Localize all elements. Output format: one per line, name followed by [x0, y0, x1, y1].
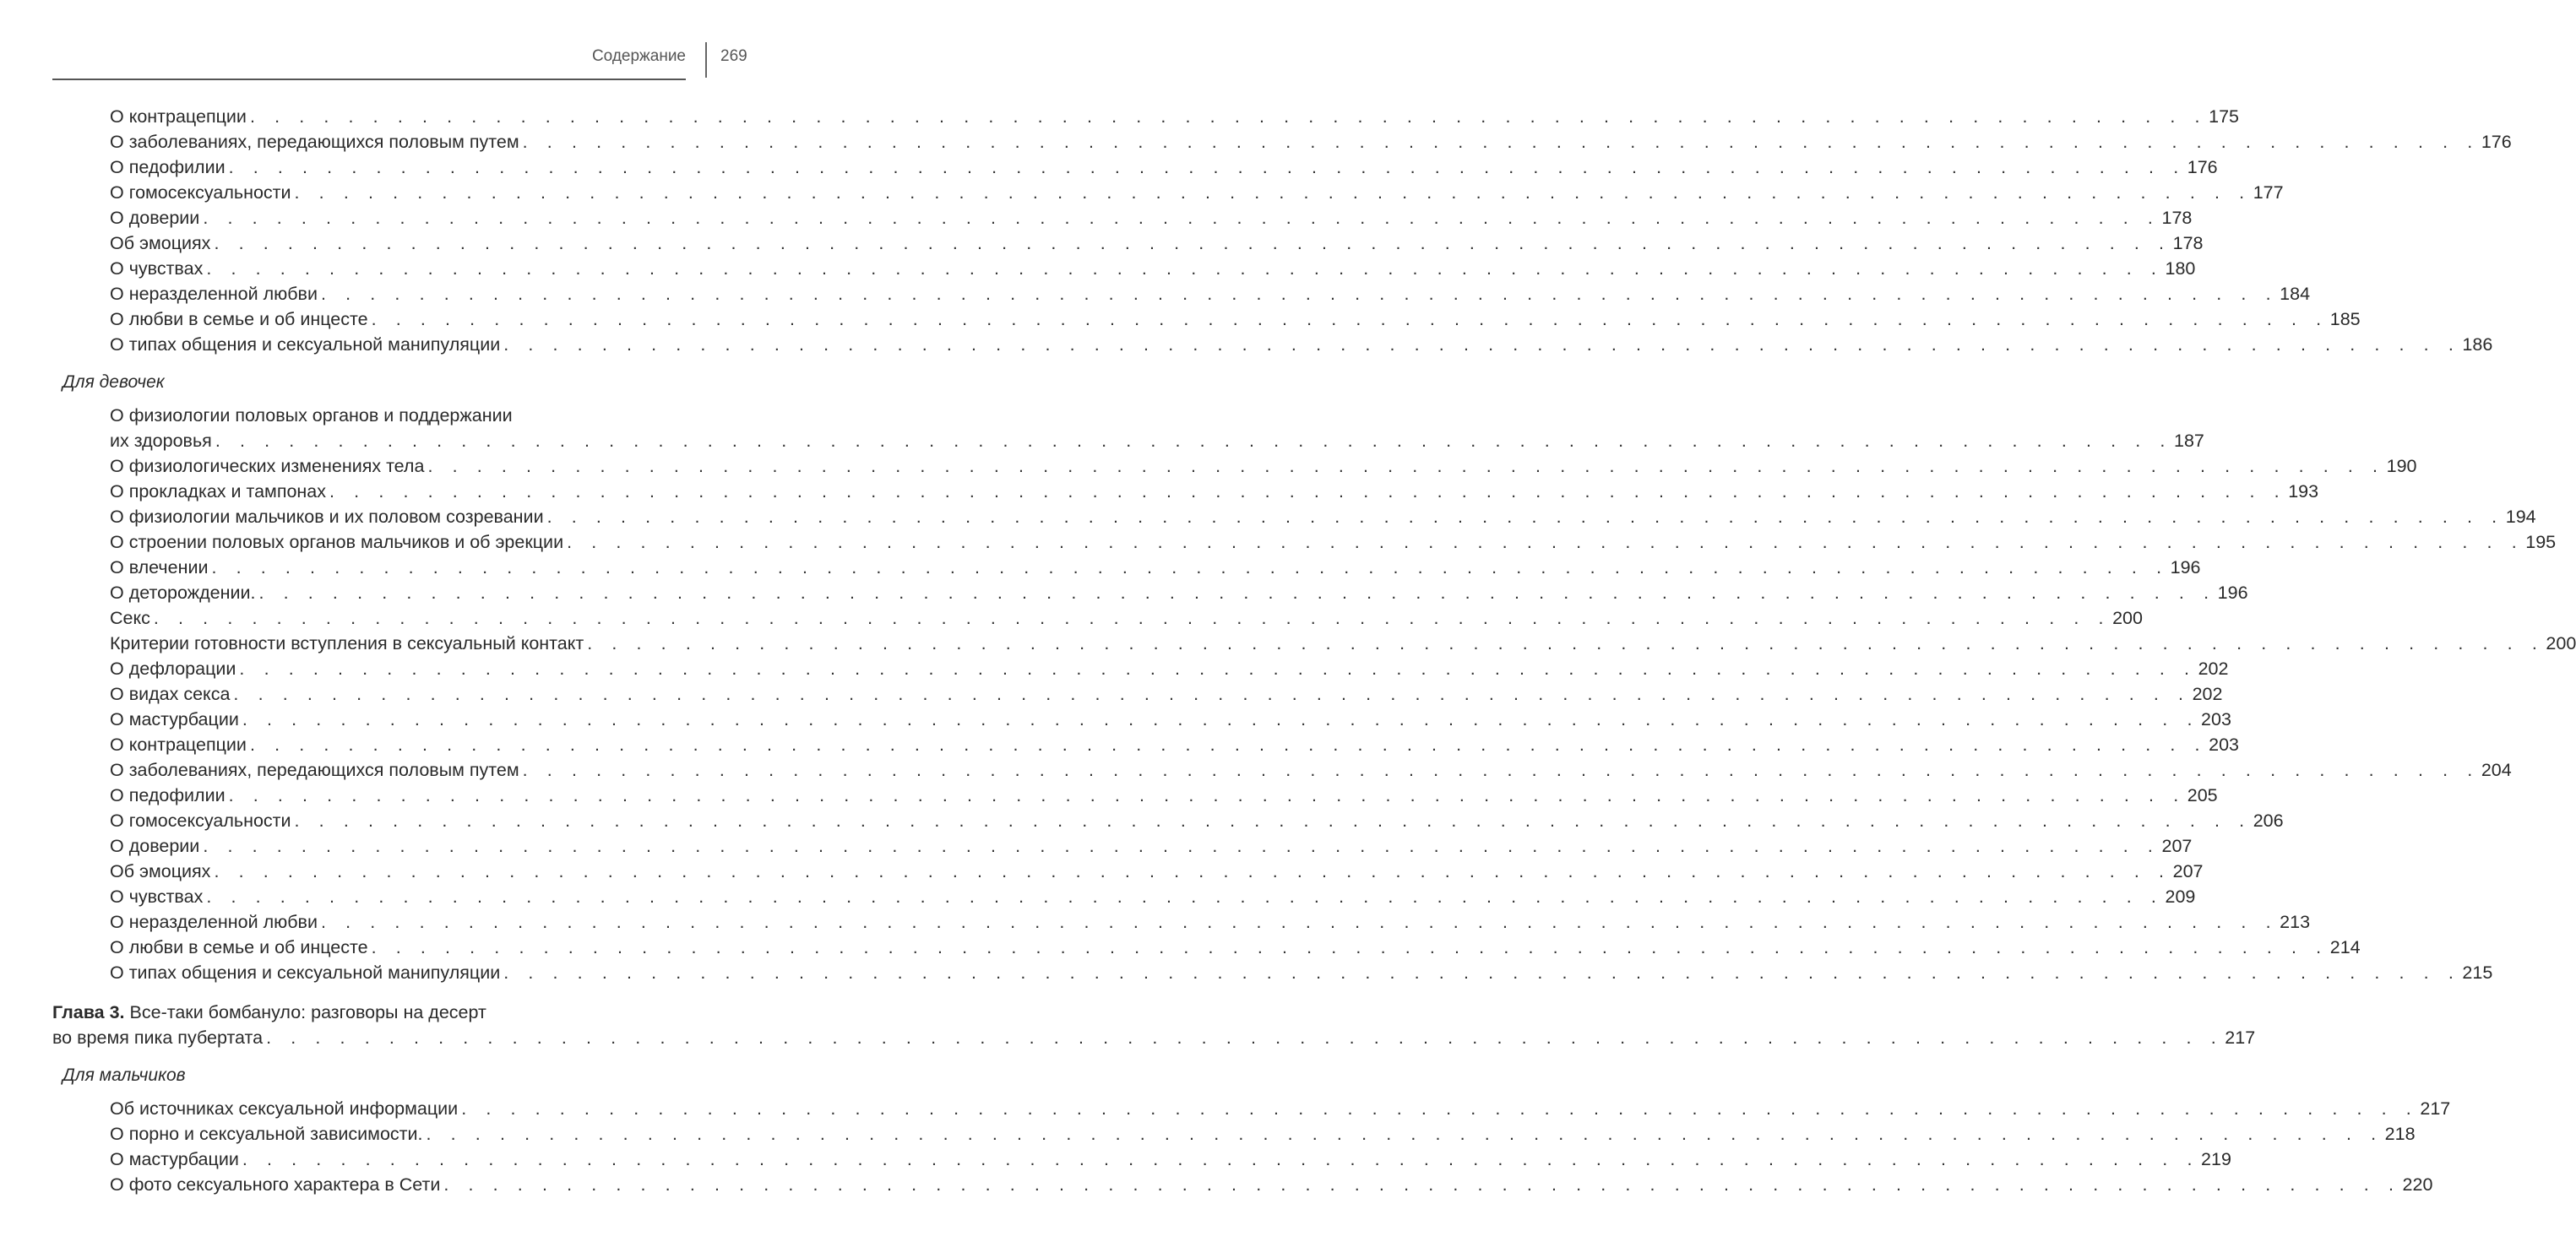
toc-entry[interactable]: [52, 732, 2239, 757]
entry-page: 176: [2187, 157, 2218, 177]
entry-page: 202: [2198, 659, 2229, 679]
entry-title: О порно и сексуальной зависимости.: [110, 1124, 423, 1144]
toc-entry[interactable]: [52, 1121, 2416, 1147]
leader-dots: . . . . . . . . . . . . . . . . . . . . . . . . . . . . . . . . . . . . . . . . . . . . . . . . . . . . . . . . . . . . . . . . . . . . . . . . . . . . . . . .: [214, 233, 2171, 253]
leader-dots: . . . . . . . . . . . . . . . . . . . . . . . . . . . . . . . . . . . . . . . . . . . . . . . . . . . . . . . . . . . . . . . . . . . . . . . . . . . . . . . .: [294, 182, 2252, 203]
entry-page: 206: [2253, 811, 2284, 831]
toc-entry[interactable]: [52, 580, 2248, 605]
leader-dots: . . . . . . . . . . . . . . . . . . . . . . . . . . . . . . . . . . . . . . . . . . . . . . . . . . . . . . . . . . . . . . . . . . . . . . . . . . . . . . . .: [522, 760, 2480, 780]
toc-entry[interactable]: [52, 104, 2239, 129]
leader-dots: . . . . . . . . . . . . . . . . . . . . . . . . . . . . . . . . . . . . . . . . . . . . . . . . . . . . . . . . . . . . . . . . . . . . . . . . . . . . . . . .: [249, 106, 2208, 127]
leader-dots: . . . . . . . . . . . . . . . . . . . . . . . . . . . . . . . . . . . . . . . . . . . . . . . . . . . . . . . . . . . . . . . . . . . . . . . . . . . . . . . .: [371, 309, 2329, 329]
entry-page: 190: [2386, 456, 2417, 476]
page-number: 269: [720, 47, 747, 65]
leader-dots: . . . . . . . . . . . . . . . . . . . . . . . . . . . . . . . . . . . . . . . . . . . . . . . . . . . . . . . . . . . . . . . . . . . . . . . . . . . . . . . .: [203, 208, 2160, 228]
toc-entry[interactable]: [52, 428, 2204, 453]
entry-page: 178: [2172, 233, 2204, 253]
leader-dots: . . . . . . . . . . . . . . . . . . . . . . . . . . . . . . . . . . . . . . . . . . . . . . . . . . . . . . . . . . . . . . . . . . . . . . . . . . . . . . . .: [320, 912, 2279, 932]
section-heading: Для девочек: [62, 372, 165, 392]
leader-dots: . . . . . . . . . . . . . . . . . . . . . . . . . . . . . . . . . . . . . . . . . . . . . . . . . . . . . . . . . . . . . . . . . . . . . . . . . . . . . . . .: [233, 684, 2191, 704]
toc-entry[interactable]: [52, 256, 2196, 281]
running-header-title: Содержание: [591, 47, 686, 65]
entry-page: 202: [2192, 684, 2223, 704]
entry-title: их здоровья: [110, 431, 212, 451]
toc-entry[interactable]: [52, 859, 2204, 884]
leader-dots: . . . . . . . . . . . . . . . . . . . . . . . . . . . . . . . . . . . . . . . . . . . . . . . . . . . . . . . . . . . . . . . . . . . . . . . . . . . . . . . .: [443, 1174, 2401, 1195]
toc-entry[interactable]: [52, 281, 2311, 306]
leader-dots: . . . . . . . . . . . . . . . . . . . . . . . . . . . . . . . . . . . . . . . . . . . . . . . . . . . . . . . . . . . . . . . . . . . . . . . . . . . . . . . .: [546, 507, 2504, 527]
toc-entry[interactable]: [52, 555, 2201, 580]
leader-dots: . . . . . . . . . . . . . . . . . . . . . . . . . . . . . . . . . . . . . . . . . . . . . . . . . . . . . . . . . . . . . . . . . . . . . . . . . . . . . . . .: [214, 861, 2171, 881]
header-divider: [705, 42, 707, 78]
entry-title: во время пика пубертата: [52, 1028, 264, 1048]
entry-page: 220: [2402, 1174, 2433, 1195]
entry-page: 180: [2165, 258, 2196, 279]
leader-dots: . . . . . . . . . . . . . . . . . . . . . . . . . . . . . . . . . . . . . . . . . . . . . . . . . . . . . . . . . . . . . . . . . . . . . . . . . . . . . . . .: [239, 659, 2197, 679]
entry-title: О фото сексуального характера в Сети: [110, 1174, 441, 1195]
entry-title: О доверии: [110, 208, 200, 228]
leader-dots: . . . . . . . . . . . . . . . . . . . . . . . . . . . . . . . . . . . . . . . . . . . . . . . . . . . . . . . . . . . . . . . . . . . . . . . . . . . . . . . .: [426, 1124, 2383, 1144]
toc-entry[interactable]: [52, 960, 2493, 985]
leader-dots: . . . . . . . . . . . . . . . . . . . . . . . . . . . . . . . . . . . . . . . . . . . . . . . . . . . . . . . . . . . . . . . . . . . . . . . . . . . . . . . .: [371, 937, 2329, 957]
entry-title: О строении половых органов мальчиков и об эрекции: [110, 532, 564, 552]
entry-title: О чувствах: [110, 887, 204, 907]
toc-entry[interactable]: [52, 205, 2193, 230]
entry-page: 217: [2420, 1098, 2451, 1119]
entry-title: О физиологии мальчиков и их половом созревании: [110, 507, 544, 527]
entry-page: 185: [2329, 309, 2361, 329]
entry-title: О дефлорации: [110, 659, 236, 679]
entry-page: 213: [2280, 912, 2311, 932]
entry-page: 203: [2201, 709, 2231, 729]
toc-entry[interactable]: [52, 529, 2557, 555]
entry-title: О физиологических изменениях тела: [110, 456, 425, 476]
chapter-heading[interactable]: [52, 1000, 752, 1025]
entry-page: 215: [2462, 962, 2493, 983]
entry-title: Об эмоциях: [110, 861, 211, 881]
chapter-label: Глава 3.: [52, 1002, 125, 1022]
leader-dots: . . . . . . . . . . . . . . . . . . . . . . . . . . . . . . . . . . . . . . . . . . . . . . . . . . . . . . . . . . . . . . . . . . . . . . . . . . . . . . . .: [266, 1028, 2224, 1048]
leader-dots: . . . . . . . . . . . . . . . . . . . . . . . . . . . . . . . . . . . . . . . . . . . . . . . . . . . . . . . . . . . . . . . . . . . . . . . . . . . . . . . .: [215, 431, 2172, 451]
entry-title: Об источниках сексуальной информации: [110, 1098, 459, 1119]
entry-title: О любви в семье и об инцесте: [110, 309, 368, 329]
leader-dots: . . . . . . . . . . . . . . . . . . . . . . . . . . . . . . . . . . . . . . . . . . . . . . . . . . . . . . . . . . . . . . . . . . . . . . . . . . . . . . . .: [503, 334, 2461, 355]
header-rule: [52, 79, 686, 80]
toc-entry[interactable]: [52, 1025, 2256, 1050]
toc-entry[interactable]: [52, 884, 2196, 909]
entry-page: 186: [2462, 334, 2493, 355]
leader-dots: . . . . . . . . . . . . . . . . . . . . . . . . . . . . . . . . . . . . . . . . . . . . . . . . . . . . . . . . . . . . . . . . . . . . . . . . . . . . . . . .: [211, 557, 2169, 577]
toc-entry[interactable]: [52, 180, 2284, 205]
entry-title: О педофилии: [110, 785, 226, 805]
entry-title: О прокладках и тампонах: [110, 481, 327, 502]
toc-entry[interactable]: [52, 909, 2311, 935]
section-heading: Для мальчиков: [62, 1066, 186, 1085]
leader-dots: . . . . . . . . . . . . . . . . . . . . . . . . . . . . . . . . . . . . . . . . . . . . . . . . . . . . . . . . . . . . . . . . . . . . . . . . . . . . . . . .: [242, 709, 2200, 729]
toc-entry[interactable]: [52, 306, 2361, 332]
toc-entry[interactable]: [52, 230, 2204, 256]
leader-dots: . . . . . . . . . . . . . . . . . . . . . . . . . . . . . . . . . . . . . . . . . . . . . . . . . . . . . . . . . . . . . . . . . . . . . . . . . . . . . . . .: [461, 1098, 2419, 1119]
toc-entry[interactable]: [52, 479, 2319, 504]
toc-entry[interactable]: [52, 631, 2576, 656]
entry-title: О мастурбации: [110, 1149, 239, 1169]
entry-title: О любви в семье и об инцесте: [110, 937, 368, 957]
leader-dots: . . . . . . . . . . . . . . . . . . . . . . . . . . . . . . . . . . . . . . . . . . . . . . . . . . . . . . . . . . . . . . . . . . . . . . . . . . . . . . . .: [522, 132, 2480, 152]
toc-entry[interactable]: [52, 1172, 2433, 1197]
entry-title: О деторождении.: [110, 583, 256, 603]
toc-entry[interactable]: [52, 808, 2284, 833]
leader-dots: . . . . . . . . . . . . . . . . . . . . . . . . . . . . . . . . . . . . . . . . . . . . . . . . . . . . . . . . . . . . . . . . . . . . . . . . . . . . . . . .: [320, 284, 2279, 304]
entry-page: 175: [2209, 106, 2239, 127]
toc-entry[interactable]: [52, 833, 2193, 859]
toc-entry[interactable]: [52, 783, 2218, 808]
entry-title: О контрацепции: [110, 106, 247, 127]
entry-title: О педофилии: [110, 157, 226, 177]
entry-page: 203: [2209, 735, 2239, 755]
chapter-title-line1: Все-таки бомбануло: разговоры на десерт: [129, 1002, 486, 1022]
toc-entry[interactable]: [52, 757, 2512, 783]
leader-dots: . . . . . . . . . . . . . . . . . . . . . . . . . . . . . . . . . . . . . . . . . . . . . . . . . . . . . . . . . . . . . . . . . . . . . . . . . . . . . . . .: [258, 583, 2216, 603]
leader-dots: . . . . . . . . . . . . . . . . . . . . . . . . . . . . . . . . . . . . . . . . . . . . . . . . . . . . . . . . . . . . . . . . . . . . . . . . . . . . . . . .: [329, 481, 2287, 502]
toc-entry[interactable]: [52, 453, 2417, 479]
entry-title: О чувствах: [110, 258, 204, 279]
entry-page: 194: [2505, 507, 2536, 527]
leader-dots: . . . . . . . . . . . . . . . . . . . . . . . . . . . . . . . . . . . . . . . . . . . . . . . . . . . . . . . . . . . . . . . . . . . . . . . . . . . . . . . .: [153, 608, 2111, 628]
entry-page: 207: [2161, 836, 2193, 856]
entry-page: 205: [2187, 785, 2218, 805]
entry-page: 207: [2172, 861, 2204, 881]
toc-entry[interactable]: [52, 1147, 2231, 1172]
entry-title: О гомосексуальности: [110, 182, 291, 203]
entry-page: 193: [2288, 481, 2319, 502]
toc-entry[interactable]: [52, 332, 2493, 357]
toc-entry-first-line[interactable]: О физиологии половых органов и поддержании: [110, 405, 513, 426]
toc-entry[interactable]: [52, 681, 2223, 707]
entry-page: 218: [2384, 1124, 2416, 1144]
toc-entry[interactable]: [52, 605, 2143, 631]
entry-page: 196: [2170, 557, 2201, 577]
entry-page: 184: [2280, 284, 2311, 304]
entry-title: О мастурбации: [110, 709, 239, 729]
toc-entry[interactable]: [52, 656, 2229, 681]
toc-entry[interactable]: [52, 707, 2231, 732]
toc-entry[interactable]: [52, 504, 2536, 529]
entry-page: 187: [2173, 431, 2204, 451]
leader-dots: . . . . . . . . . . . . . . . . . . . . . . . . . . . . . . . . . . . . . . . . . . . . . . . . . . . . . . . . . . . . . . . . . . . . . . . . . . . . . . . .: [228, 157, 2186, 177]
entry-page: 204: [2481, 760, 2512, 780]
entry-title: О доверии: [110, 836, 200, 856]
entry-title: О типах общения и сексуальной манипуляции: [110, 334, 501, 355]
entry-title: О гомосексуальности: [110, 811, 291, 831]
toc-entry[interactable]: [52, 935, 2361, 960]
entry-page: 200: [2546, 633, 2576, 653]
leader-dots: . . . . . . . . . . . . . . . . . . . . . . . . . . . . . . . . . . . . . . . . . . . . . . . . . . . . . . . . . . . . . . . . . . . . . . . . . . . . . . . .: [249, 735, 2208, 755]
leader-dots: . . . . . . . . . . . . . . . . . . . . . . . . . . . . . . . . . . . . . . . . . . . . . . . . . . . . . . . . . . . . . . . . . . . . . . . . . . . . . . . .: [242, 1149, 2200, 1169]
entry-title: О заболеваниях, передающихся половым путем: [110, 132, 519, 152]
toc-entry[interactable]: [52, 155, 2218, 180]
entry-title: Об эмоциях: [110, 233, 211, 253]
toc-entry[interactable]: [52, 1096, 2451, 1121]
entry-page: 177: [2253, 182, 2284, 203]
leader-dots: . . . . . . . . . . . . . . . . . . . . . . . . . . . . . . . . . . . . . . . . . . . . . . . . . . . . . . . . . . . . . . . . . . . . . . . . . . . . . . . .: [228, 785, 2186, 805]
entry-title: Секс: [110, 608, 150, 628]
leader-dots: . . . . . . . . . . . . . . . . . . . . . . . . . . . . . . . . . . . . . . . . . . . . . . . . . . . . . . . . . . . . . . . . . . . . . . . . . . . . . . . .: [587, 633, 2545, 653]
toc-entry[interactable]: [52, 129, 2512, 155]
entry-page: 217: [2225, 1028, 2256, 1048]
entry-title: О видах секса: [110, 684, 231, 704]
leader-dots: . . . . . . . . . . . . . . . . . . . . . . . . . . . . . . . . . . . . . . . . . . . . . . . . . . . . . . . . . . . . . . . . . . . . . . . . . . . . . . . .: [206, 887, 2164, 907]
entry-title: О заболеваниях, передающихся половым путем: [110, 760, 519, 780]
entry-title: О неразделенной любви: [110, 284, 318, 304]
entry-title: Критерии готовности вступления в сексуальный контакт: [110, 633, 584, 653]
entry-title: О типах общения и сексуальной манипуляции: [110, 962, 501, 983]
entry-page: 196: [2217, 583, 2248, 603]
entry-page: 219: [2201, 1149, 2231, 1169]
leader-dots: . . . . . . . . . . . . . . . . . . . . . . . . . . . . . . . . . . . . . . . . . . . . . . . . . . . . . . . . . . . . . . . . . . . . . . . . . . . . . . . .: [203, 836, 2160, 856]
entry-page: 178: [2161, 208, 2193, 228]
leader-dots: . . . . . . . . . . . . . . . . . . . . . . . . . . . . . . . . . . . . . . . . . . . . . . . . . . . . . . . . . . . . . . . . . . . . . . . . . . . . . . . .: [427, 456, 2385, 476]
entry-page: 176: [2481, 132, 2512, 152]
entry-page: 195: [2525, 532, 2557, 552]
entry-title: О неразделенной любви: [110, 912, 318, 932]
table-of-contents: [52, 104, 2576, 1197]
entry-title: О контрацепции: [110, 735, 247, 755]
leader-dots: . . . . . . . . . . . . . . . . . . . . . . . . . . . . . . . . . . . . . . . . . . . . . . . . . . . . . . . . . . . . . . . . . . . . . . . . . . . . . . . .: [567, 532, 2524, 552]
leader-dots: . . . . . . . . . . . . . . . . . . . . . . . . . . . . . . . . . . . . . . . . . . . . . . . . . . . . . . . . . . . . . . . . . . . . . . . . . . . . . . . .: [206, 258, 2164, 279]
entry-page: 209: [2165, 887, 2196, 907]
entry-page: 214: [2329, 937, 2361, 957]
leader-dots: . . . . . . . . . . . . . . . . . . . . . . . . . . . . . . . . . . . . . . . . . . . . . . . . . . . . . . . . . . . . . . . . . . . . . . . . . . . . . . . .: [503, 962, 2461, 983]
entry-page: 200: [2112, 608, 2143, 628]
leader-dots: . . . . . . . . . . . . . . . . . . . . . . . . . . . . . . . . . . . . . . . . . . . . . . . . . . . . . . . . . . . . . . . . . . . . . . . . . . . . . . . .: [294, 811, 2252, 831]
entry-title: О влечении: [110, 557, 209, 577]
